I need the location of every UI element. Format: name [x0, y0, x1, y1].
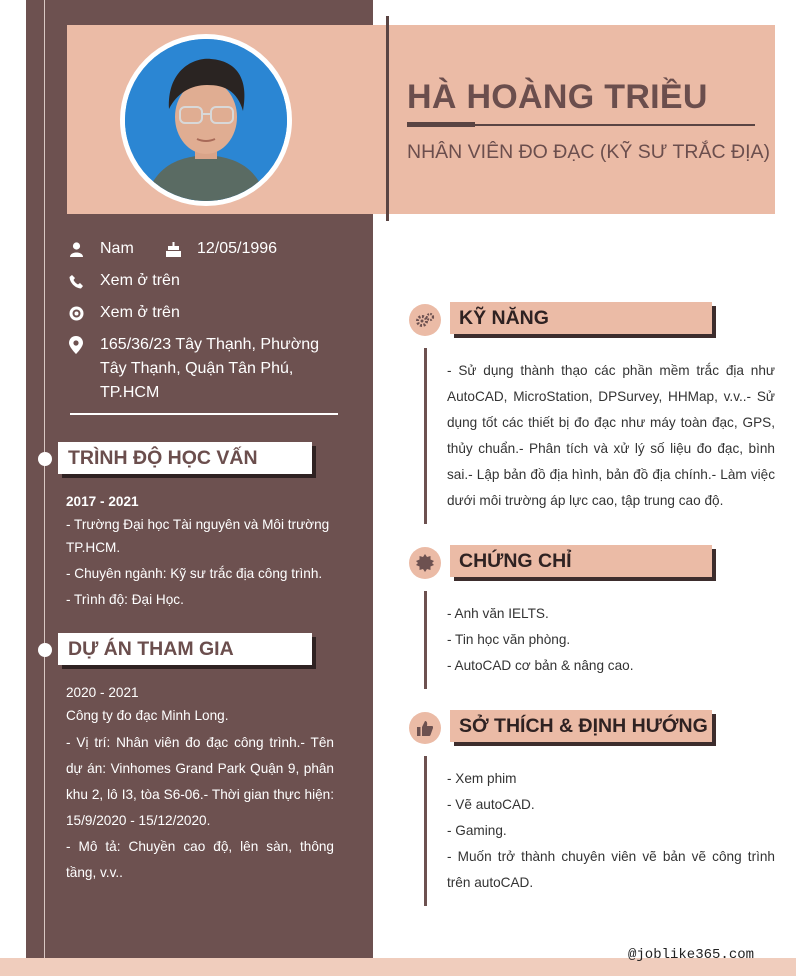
project-item: - Mô tả: Chuyền cao độ, lên sàn, thông tầng, v.v.. [66, 839, 334, 880]
certificates-bar [424, 591, 427, 689]
phone-text: Xem ở trên [100, 272, 180, 289]
education-item: - Trường Đại học Tài nguyên và Môi trường TP.HCM. [66, 517, 330, 555]
education-content [66, 490, 334, 611]
birthday-row [164, 237, 277, 261]
hobby-item: - Muốn trở thành chuyên viên vẽ bản vẽ công trình trên autoCAD. [447, 849, 775, 890]
address-line: Tây Thạnh, Quận Tân Phú, [100, 360, 294, 377]
job-title: NHÂN VIÊN ĐO ĐẠC (KỸ SƯ TRẮC ĐỊA) [407, 141, 771, 163]
hobbies-list [447, 766, 775, 896]
phone-icon [67, 269, 85, 293]
birthday-cake-icon [164, 237, 182, 261]
skills-text: - Sử dụng thành thạo các phần mềm trắc địa như AutoCAD, MicroStation, DPSurvey, HHMap, v.v..- Sử dụng tốt các thiết bị đo đạc như máy toàn đạc, GPS, thủy chuẩn.- Phân tích và xử lý số liệu đo đạc, bình sai.- Lập bản đồ địa hình, bản đồ địa chính.- Làm việc dưới môi trường áp lực cao, tập trung cao độ. [447, 363, 775, 508]
certificates-list [447, 601, 775, 679]
sidebar-timeline-line [44, 0, 45, 976]
address-line: TP.HCM [100, 384, 160, 401]
timeline-dot [38, 643, 52, 657]
project-company: Công ty đo đạc Minh Long. [66, 708, 229, 723]
address-line: 165/36/23 Tây Thạnh, Phường [100, 336, 319, 353]
certificates-heading: CHỨNG CHỈ [450, 545, 712, 577]
gender-text: Nam [100, 240, 134, 257]
candidate-name: HÀ HOÀNG TRIỀU [407, 78, 708, 116]
skills-heading: KỸ NĂNG [450, 302, 712, 334]
education-item: - Chuyên ngành: Kỹ sư trắc địa công trình. [66, 566, 323, 581]
education-period: 2017 - 2021 [66, 494, 139, 509]
at-sign-icon [67, 301, 85, 325]
hobbies-badge [409, 712, 441, 744]
avatar [120, 34, 292, 206]
email-text: Xem ở trên [100, 304, 180, 321]
hobbies-bar [424, 756, 427, 906]
project-period: 2020 - 2021 [66, 685, 139, 700]
address-row [67, 333, 319, 405]
email-row [67, 301, 180, 325]
hobbies-heading: SỞ THÍCH & ĐỊNH HƯỚNG [450, 710, 712, 742]
avatar-photo [125, 39, 287, 201]
thumbs-up-icon [417, 720, 433, 736]
education-heading: TRÌNH ĐỘ HỌC VẤN [58, 442, 312, 474]
skills-badge [409, 304, 441, 336]
hobby-item: - Gaming. [447, 823, 507, 838]
projects-content [66, 681, 334, 886]
skills-bar [424, 348, 427, 524]
gears-icon [415, 312, 435, 328]
certificate-item: - Tin học văn phòng. [447, 632, 571, 647]
address-text [100, 333, 319, 405]
certificate-item: - AutoCAD cơ bản & nâng cao. [447, 658, 634, 673]
project-item: - Vị trí: Nhân viên đo đạc công trình.- Tên dự án: Vinhomes Grand Park Quận 9, phân khu 2, lô I3, tòa S6-06.- Thời gian thực hiện: 15/9/2020 - 15/12/2020. [66, 735, 334, 828]
hobby-item: - Vẽ autoCAD. [447, 797, 535, 812]
person-icon [67, 237, 85, 261]
watermark: @joblike365.com [628, 947, 755, 963]
gender-row [67, 237, 134, 261]
certificates-badge [409, 547, 441, 579]
info-divider [70, 413, 338, 415]
projects-heading: DỰ ÁN THAM GIA [58, 633, 312, 665]
birthday-text: 12/05/1996 [197, 240, 278, 257]
hobby-item: - Xem phim [447, 771, 517, 786]
timeline-dot [38, 452, 52, 466]
certificate-icon [416, 554, 434, 572]
certificate-item: - Anh văn IELTS. [447, 606, 549, 621]
header-divider [386, 16, 389, 221]
map-pin-icon [67, 333, 85, 357]
education-item: - Trình độ: Đại Học. [66, 592, 184, 607]
name-underline-accent [407, 122, 475, 127]
phone-row [67, 269, 180, 293]
